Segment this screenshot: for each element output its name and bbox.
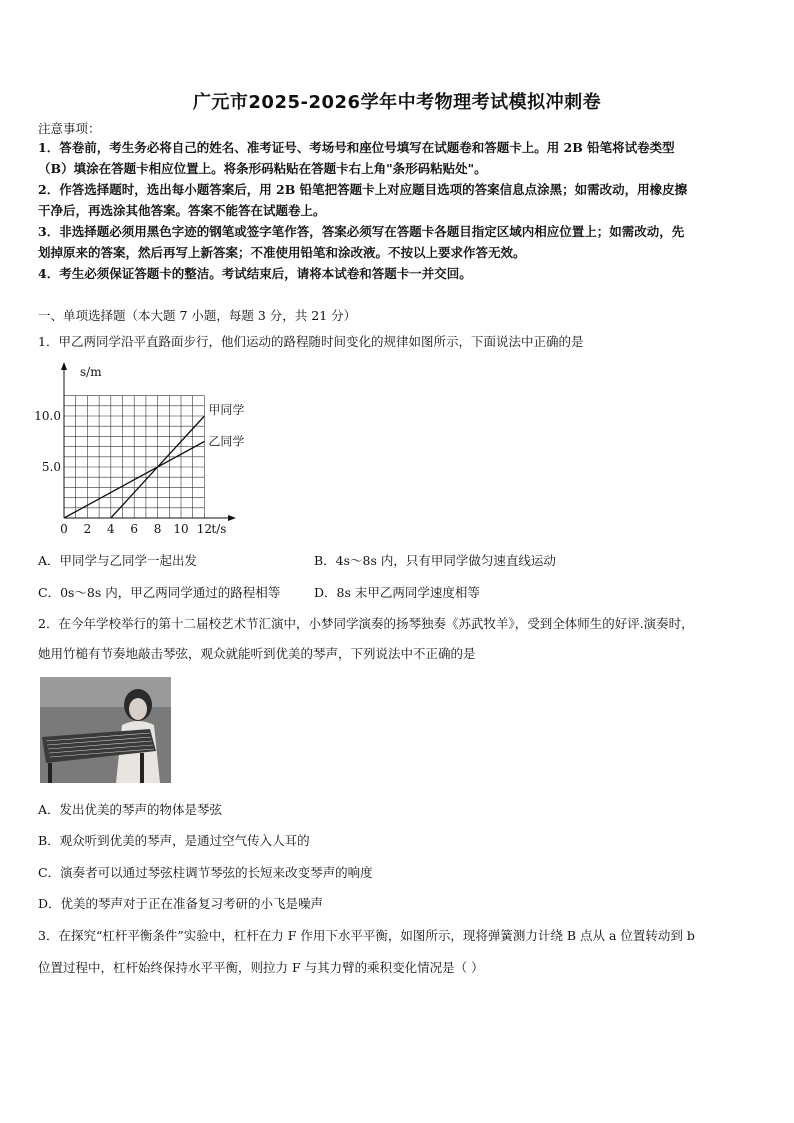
notice-line: （B）填涂在答题卡相应位置上。将条形码粘贴在答题卡右上角"条形码粘贴处"。 [38,161,487,176]
x-tick-label: 4 [106,522,115,536]
x-axis-arrow [228,515,236,521]
chart-grid [64,396,204,518]
notice-line: 划掉原来的答案，然后再写上新答案；不准使用铅笔和涂改液。不按以上要求作答无效。 [38,245,526,260]
question-1-stem: 1．甲乙两同学沿平直路面步行，他们运动的路程随时间变化的规律如图所示，下面说法中正确的是 [38,334,584,349]
x-tick-label: 0 [60,522,68,536]
x-tick-label: 10 [173,522,189,536]
question-2-stem-line1: 2．在今年学校举行的第十二届校艺术节汇演中，小梦同学演奏的扬琴独奏《苏武牧羊》，受到全体师生的好评.演奏时， [38,616,694,631]
page-title: 广元市2025-2026学年中考物理考试模拟冲刺卷 [192,92,602,113]
x-tick-label: 8 [153,522,162,536]
series-label-2: 乙同学 [208,434,245,449]
question-3-stem-line2: 位置过程中，杠杆始终保持水平平衡，则拉力 F 与其力臂的乘积变化情况是（ ） [38,960,484,975]
dulcimer-performance-photo [40,677,171,783]
notice-line: 2．作答选择题时，选出每小题答案后，用 2B 铅笔把答题卡上对应题目选项的答案信息点涂黑；如需改动，用橡皮擦 [38,182,688,197]
notice-line: 3．非选择题必须用黑色字迹的钢笔或签字笔作答，答案必须写在答题卡各题目指定区域内相应位置上；如需改动，先 [38,224,685,239]
y-axis-label: s/m [80,365,102,379]
notice-heading: 注意事项： [38,121,101,136]
x-axis-label: t/s [211,522,227,536]
series-label-1: 甲同学 [208,403,245,417]
distance-time-chart [34,360,258,540]
notice-line: 1．答卷前，考生务必将自己的姓名、准考证号、考场号和座位号填写在试题卷和答题卡上。用 2B 铅笔将试卷类型 [38,140,675,155]
section-heading: 一、单项选择题（本大题 7 小题，每题 3 分，共 21 分） [38,308,357,323]
notice-line: 干净后，再选涂其他答案。答案不能答在试题卷上。 [38,203,326,218]
question-2-option-d[interactable]: D．优美的琴声对于正在准备复习考研的小飞是噪声 [38,896,324,911]
chart-labels [34,365,244,536]
x-tick-label: 12 [196,522,213,536]
question-2-stem-line2: 她用竹槌有节奏地敲击琴弦，观众就能听到优美的琴声，下列说法中不正确的是 [38,646,476,661]
y-tick-label: 5.0 [41,460,61,474]
question-3-stem-line1: 3．在探究“杠杆平衡条件”实验中，杠杆在力 F 作用下水平平衡，如图所示，现将弹簧测力计绕 B 点从 a 位置转动到 b [38,928,695,943]
x-tick-label: 6 [130,522,139,536]
notice-line: 4．考生必须保证答题卡的整洁。考试结束后，请将本试卷和答题卡一并交回。 [38,266,472,281]
question-1-option-d[interactable]: D．8s 末甲乙两同学速度相等 [314,585,480,600]
question-2-option-c[interactable]: C．演奏者可以通过琴弦柱调节琴弦的长短来改变琴声的响度 [38,865,373,880]
question-1-option-b[interactable]: B．4s～8s 内，只有甲同学做匀速直线运动 [314,553,556,568]
x-tick-label: 2 [83,522,92,536]
question-1-option-a[interactable]: A．甲同学与乙同学一起出发 [38,553,198,568]
y-tick-label: 10.0 [34,409,61,423]
question-2-option-a[interactable]: A．发出优美的琴声的物体是琴弦 [38,802,223,817]
question-2-option-b[interactable]: B．观众听到优美的琴声，是通过空气传入人耳的 [38,833,310,848]
question-1-option-c[interactable]: C．0s～8s 内，甲乙两同学通过的路程相等 [38,585,281,600]
y-axis-arrow [61,362,67,370]
